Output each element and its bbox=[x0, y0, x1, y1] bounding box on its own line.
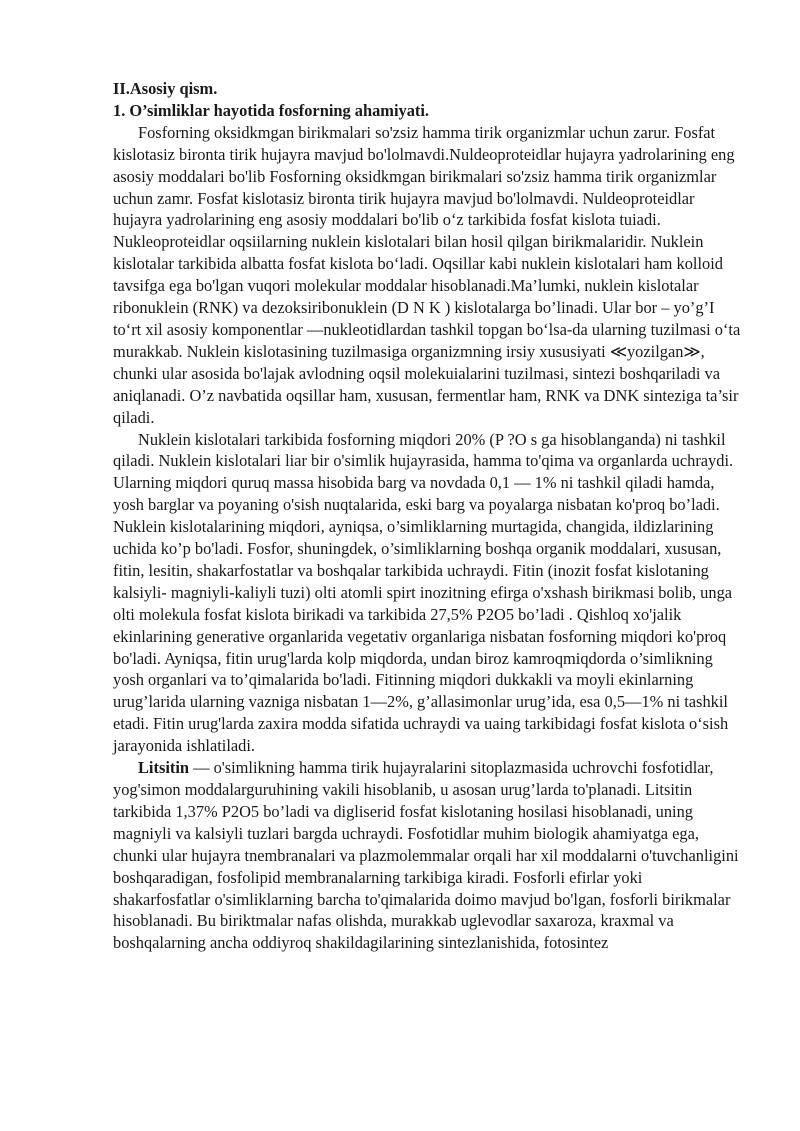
section-heading: II.Asosiy qism. bbox=[113, 79, 218, 98]
paragraph-3 bbox=[113, 757, 743, 954]
paragraph-3-body: — o'simlikning hamma tirik hujayralarini sitoplazmasida uchrovchi fosfotidlar, yog'simon moddalarguruhining vakili hisoblanib, u asosan urug’larda to'planadi. Litsitin tarkibida 1,37% P2O5 bo’ladi va digliserid fosfat kislotaning hosilasi hisoblanadi, uning magniyli va kalsiyli tuzlari bargda uchraydi. Fosfotidlar muhim biologik ahamiyatga ega, chunki ular hujayra tnembranalari va plazmolemmalar orqali har xil moddalarni o'tuvchanligini boshqaradigan, fosfolipid membranalarning tarkibiga kiradi. Fosforli efirlar yoki shakarfosfatlar o'simliklarning barcha to'qimalarida doimo mavjud bo'lgan, fosforli birikmalar hisoblanadi. Bu biriktmalar nafas olishda, murakkab uglevodlar saxaroza, kraxmal va boshqalarning ancha oddiyroq shakildagilarining sintezlanishida, fotosintez bbox=[113, 758, 739, 953]
paragraph-1: Fosforning oksidkmgan birikmalari so'zsiz hamma tirik organizmlar uchun zarur. Fosfat kislotasiz bironta tirik hujayra mavjud bo'lolmavdi.Nuldeoproteidlar hujayra yadrolarining eng asosiy moddalari bo'lib Fosforning oksidkmgan birikmalari so'zsiz hamma tirik organizmlar uchun zamr. Fosfat kislotasiz bironta tirik hujayra mavjud bo'lolmavdi. Nuldeoproteidlar hujayra yadrolarining eng asosiy moddalari bo'lib o‘z tarkibida fosfat kislota tuiadi. Nukleoproteidlar oqsiilarning nuklein kislotalari bilan hosil qilgan birikmalaridir. Nuklein kislotalar tarkibida albatta fosfat kislota bo‘ladi. Oqsillar kabi nuklein kislotalari ham kolloid tavsifga ega bo'lgan vuqori molekular moddalar hisoblanadi.Ma’lumki, nuklein kislotalar ribonuklein (RNK) va dezoksiribonuklein (D N K ) kislotalarga bo’linadi. Ular bor – yo’g’I to‘rt xil asosiy komponentlar —nukleotidlardan tashkil topgan bo‘lsa-da ularning tuzilmasi o‘ta murakkab. Nuklein kislotasining tuzilmasiga organizmning irsiy xususiyati ≪yozilgan≫, chunki ular asosida bo'lajak avlodning oqsil molekuialarini tuzilmasi, sintezi boshqariladi va aniqlanadi. O’z navbatida oqsillar ham, xususan, fermentlar ham, RNK va DNK sinteziga ta’sir qiladi. bbox=[113, 122, 741, 427]
document-page bbox=[113, 78, 743, 954]
paragraph-3-lead-term: Litsitin bbox=[138, 758, 190, 778]
subsection-heading: 1. O’simliklar hayotida fosforning ahamiyati. bbox=[113, 100, 429, 120]
paragraph-2: Nuklein kislotalari tarkibida fosforning miqdori 20% (P ?O s ga hisoblanganda) ni tashkil qiladi. Nuklein kislotalari liar bir o'simlik hujayrasida, hamma to'qima va organlarda uchraydi. Ularning miqdori quruq massa hisobida barg va novdada 0,1 — 1% ni tashkil qiladi hamda, yosh barglar va poyaning o'sish nuqtalarida, eski barg va poyalarga nisbatan ko'proq bo’ladi. Nuklein kislotalarining miqdori, ayniqsa, o’simliklarning murtagida, changida, ildizlarining uchida ko’p bo'ladi. Fosfor, shuningdek, o’simliklarning boshqa organik moddalari, xususan, fitin, lesitin, shakarfostatlar va boshqalar tarkibida uchraydi. Fitin (inozit fosfat kislotaning kalsiyli- magniyli-kaliyli tuzi) olti atomli spirt inozitning efirga o'xshash birikmasi bolib, unga olti molekula fosfat kislota birikadi va tarkibida 27,5% P2O5 bo’ladi . Qishloq xo'jalik ekinlarining generative organlarida vegetativ organlariga nisbatan fosforning miqdori ko'proq bo'ladi. Ayniqsa, fitin urug'larda kolp miqdorda, undan biroz kamroqmiqdorda o’simlikning yosh organlari va to’qimalarida bo'ladi. Fitinning miqdori dukkakli va moyli ekinlarning urug’larida ularning vazniga nisbatan 1—2%, g’allasimonlar urug’ida, esa 0,5—1% ni tashkil etadi. Fitin urug'larda zaxira modda sifatida uchraydi va uaing tarkibidagi fosfat kislota o‘sish jarayonida ishlatiladi. bbox=[113, 429, 734, 756]
